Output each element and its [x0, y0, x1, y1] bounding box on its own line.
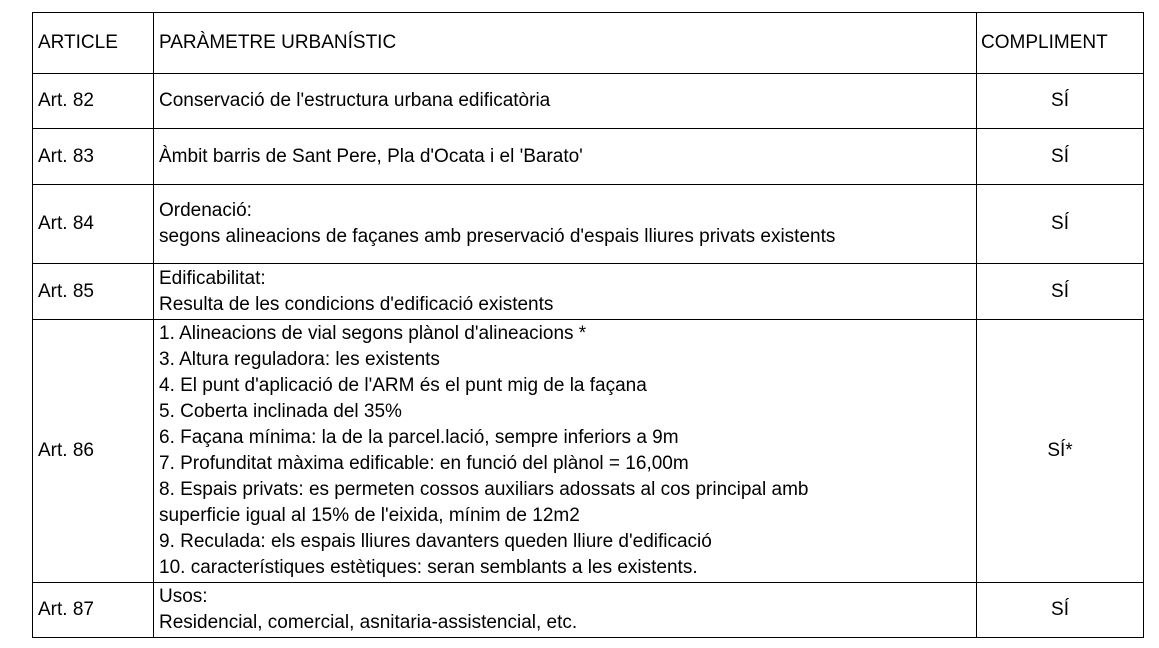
parametre-line: Resulta de les condicions d'edificació existents [159, 293, 554, 315]
table-row [33, 264, 1144, 320]
compliment-cell: SÍ [977, 129, 1144, 185]
compliance-table [32, 12, 1144, 638]
parametre-cell [154, 74, 977, 129]
table-row [33, 129, 1144, 185]
article-cell: Art. 86 [33, 320, 154, 583]
parametre-line: Residencial, comercial, asnitaria-assistencial, etc. [159, 612, 578, 633]
header-article: ARTICLE [33, 13, 154, 74]
parametre-line: 1. Alineacions de vial segons plànol d'alineacions * [159, 323, 587, 344]
parametre-line: 8. Espais privats: es permeten cossos auxiliars adossats al cos principal amb [159, 479, 809, 500]
article-cell: Art. 87 [33, 583, 154, 638]
parametre-line: Usos: [159, 586, 208, 607]
parametre-line: superficie igual al 15% de l'eixida, mínim de 12m2 [159, 505, 580, 526]
parametre-line: 5. Coberta inclinada del 35% [159, 401, 402, 422]
article-cell: Art. 85 [33, 264, 154, 320]
parametre-cell [154, 264, 977, 320]
parametre-cell [154, 185, 977, 264]
parametre-cell [154, 129, 977, 185]
header-compliment: COMPLIMENT [977, 13, 1144, 74]
article-cell: Art. 84 [33, 185, 154, 264]
parametre-line: 3. Altura reguladora: les existents [159, 349, 440, 370]
article-cell: Art. 83 [33, 129, 154, 185]
compliment-cell: SÍ [977, 583, 1144, 638]
parametre-line: Ordenació: [159, 200, 252, 221]
header-parametre: PARÀMETRE URBANÍSTIC [154, 13, 977, 74]
parametre-cell [154, 583, 977, 638]
parametre-line: 9. Reculada: els espais lliures davanters queden lliure d'edificació [159, 531, 712, 552]
compliment-cell: SÍ* [977, 320, 1144, 583]
parametre-line: Àmbit barris de Sant Pere, Pla d'Ocata i el 'Barato' [159, 145, 583, 167]
parametre-line: 7. Profunditat màxima edificable: en funció del plànol = 16,00m [159, 453, 689, 474]
table-row [33, 583, 1144, 638]
parametre-line: 4. El punt d'aplicació de l'ARM és el punt mig de la façana [159, 375, 647, 396]
table-row [33, 74, 1144, 129]
parametre-line: Edificabilitat: [159, 267, 266, 289]
parametre-line: 10. característiques estètiques: seran semblants a les existents. [159, 557, 698, 578]
article-cell: Art. 82 [33, 74, 154, 129]
parametre-line: Conservació de l'estructura urbana edificatòria [159, 90, 551, 111]
parametre-line: 6. Façana mínima: la de la parcel.lació, sempre inferiors a 9m [159, 427, 679, 448]
compliment-cell: SÍ [977, 74, 1144, 129]
parametre-cell [154, 320, 977, 583]
table-header-row [33, 13, 1144, 74]
compliment-cell: SÍ [977, 185, 1144, 264]
table-row [33, 320, 1144, 583]
parametre-line: segons alineacions de façanes amb preservació d'espais lliures privats existents [159, 226, 836, 247]
compliment-cell: SÍ [977, 264, 1144, 320]
table-row [33, 185, 1144, 264]
